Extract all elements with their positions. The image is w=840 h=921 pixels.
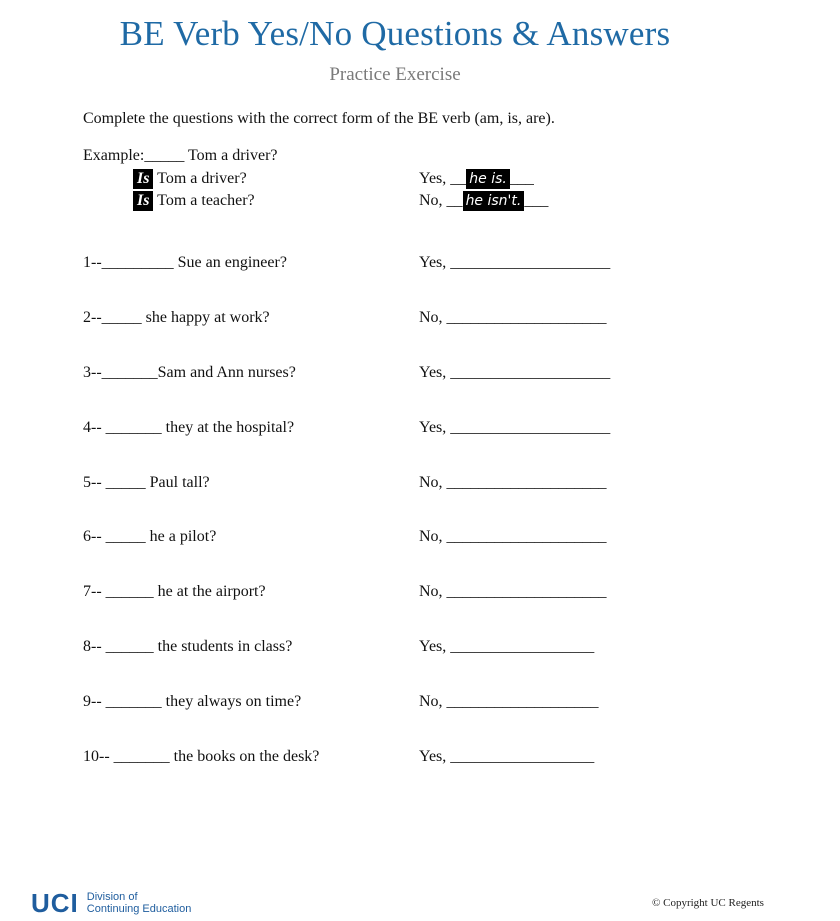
answer-blank-2[interactable]: No, ____________________ xyxy=(419,309,607,326)
answer-blank-3[interactable]: Yes, ____________________ xyxy=(419,364,611,381)
question-2: 2--_____ she happy at work? xyxy=(83,309,270,326)
example-answer-suffix-1: ___ xyxy=(509,170,534,187)
question-6: 6-- _____ he a pilot? xyxy=(83,528,217,545)
uci-logo-text xyxy=(87,891,192,915)
example-answer-prefix-2: No, __ xyxy=(419,192,463,209)
answer-blank-10[interactable]: Yes, __________________ xyxy=(419,748,595,765)
example-answer-value-1: he is. xyxy=(466,169,510,189)
example-question-2 xyxy=(133,191,255,211)
question-1: 1--_________ Sue an engineer? xyxy=(83,254,287,271)
example-answer-value-2: he isn't. xyxy=(463,191,525,211)
uci-logo-mark: UCI xyxy=(31,888,79,918)
question-9: 9-- _______ they always on time? xyxy=(83,693,302,710)
question-7: 7-- ______ he at the airport? xyxy=(83,583,266,600)
question-10: 10-- _______ the books on the desk? xyxy=(83,748,320,765)
example-answer-prefix-1: Yes, __ xyxy=(419,170,467,187)
question-8: 8-- ______ the students in class? xyxy=(83,638,293,655)
question-4: 4-- _______ they at the hospital? xyxy=(83,419,295,436)
question-3: 3--_______Sam and Ann nurses? xyxy=(83,364,296,381)
example-answer-2 xyxy=(419,191,548,211)
copyright-text: © Copyright UC Regents xyxy=(652,897,764,909)
instructions-text: Complete the questions with the correct form of the BE verb (am, is, are). xyxy=(83,110,555,127)
answer-blank-6[interactable]: No, ____________________ xyxy=(419,528,607,545)
example-verb-2: Is xyxy=(133,191,153,211)
example-answer-suffix-2: ___ xyxy=(524,192,549,209)
example-question-1 xyxy=(133,169,247,189)
example-label: Example:_____ Tom a driver? xyxy=(83,147,278,164)
page-subtitle: Practice Exercise xyxy=(329,64,461,85)
page-title: BE Verb Yes/No Questions & Answers xyxy=(119,14,671,53)
uci-logo-line-1: Division of xyxy=(86,891,138,903)
answer-blank-8[interactable]: Yes, __________________ xyxy=(419,638,595,655)
answer-blank-5[interactable]: No, ____________________ xyxy=(419,474,607,491)
example-question-text-1: Tom a driver? xyxy=(153,170,247,187)
example-question-text-2: Tom a teacher? xyxy=(153,192,255,209)
question-5: 5-- _____ Paul tall? xyxy=(83,474,210,491)
answer-blank-1[interactable]: Yes, ____________________ xyxy=(419,254,611,271)
answer-blank-4[interactable]: Yes, ____________________ xyxy=(419,419,611,436)
uci-logo-line-2: Continuing Education xyxy=(86,903,192,915)
answer-blank-9[interactable]: No, ___________________ xyxy=(419,693,599,710)
answer-blank-7[interactable]: No, ____________________ xyxy=(419,583,607,600)
uci-logo xyxy=(31,889,191,917)
example-verb-1: Is xyxy=(133,169,153,189)
example-answer-1 xyxy=(419,169,534,189)
